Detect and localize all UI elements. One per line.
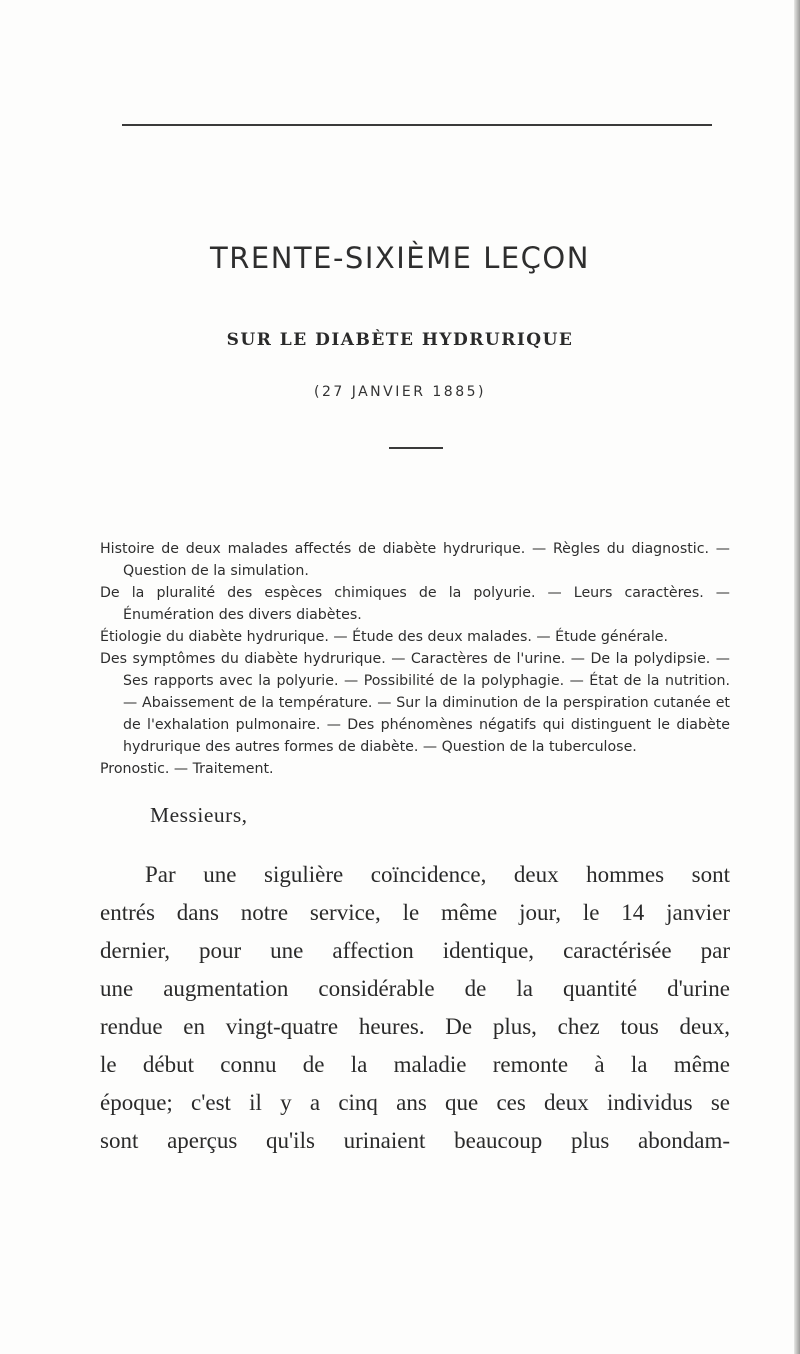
summary-entry: Étiologie du diabète hydrurique. — Étude des deux malades. — Étude générale.	[100, 629, 669, 645]
summary-entry: Des symptômes du diabète hydrurique. — Caractères de l'urine. — De la polydipsie. — Ses rapports avec la polyurie. — Possibilité de la polyphagie. — État de la nutrition. — Abaissement de la température. — Sur la diminution de la perspiration cutanée et de l'exhalation pulmonaire. — Des phénomènes négatifs qui distinguent le diabète hydrurique des autres formes de diabète. — Question de la tuberculose.	[100, 651, 730, 755]
lecture-subject: SUR LE DIABÈTE HYDRURIQUE	[226, 330, 574, 350]
body-line: Par une sigulière coïncidence, deux hommes sont	[145, 862, 730, 887]
summary-entry: Histoire de deux malades affectés de diabète hydrurique. — Règles du diagnostic. — Question de la simulation.	[100, 541, 730, 579]
salutation: Messieurs,	[150, 803, 248, 827]
lecture-title: TRENTE-SIXIÈME LEÇON	[210, 241, 590, 275]
body-paragraph	[100, 856, 730, 1160]
section-divider	[389, 447, 443, 449]
summary-entry: Pronostic. — Traitement.	[100, 761, 274, 777]
body-line: dernier, pour une affection identique, caractérisée par	[100, 938, 730, 963]
top-rule	[122, 124, 712, 126]
lecture-date: (27 JANVIER 1885)	[314, 384, 486, 400]
page-edge-shadow	[794, 0, 800, 1354]
body-line: entrés dans notre service, le même jour, le 14 janvier	[100, 900, 730, 925]
body-line: sont aperçus qu'ils urinaient beaucoup plus abondam-	[100, 1128, 730, 1153]
body-line: époque; c'est il y a cinq ans que ces deux individus se	[100, 1090, 730, 1115]
body-line: une augmentation considérable de la quantité d'urine	[100, 976, 730, 1001]
lecture-summary	[100, 538, 730, 780]
body-line: rendue en vingt-quatre heures. De plus, chez tous deux,	[100, 1014, 730, 1039]
body-line: le début connu de la maladie remonte à la même	[100, 1052, 730, 1077]
summary-entry: De la pluralité des espèces chimiques de la polyurie. — Leurs caractères. — Énumération des divers diabètes.	[100, 585, 730, 623]
